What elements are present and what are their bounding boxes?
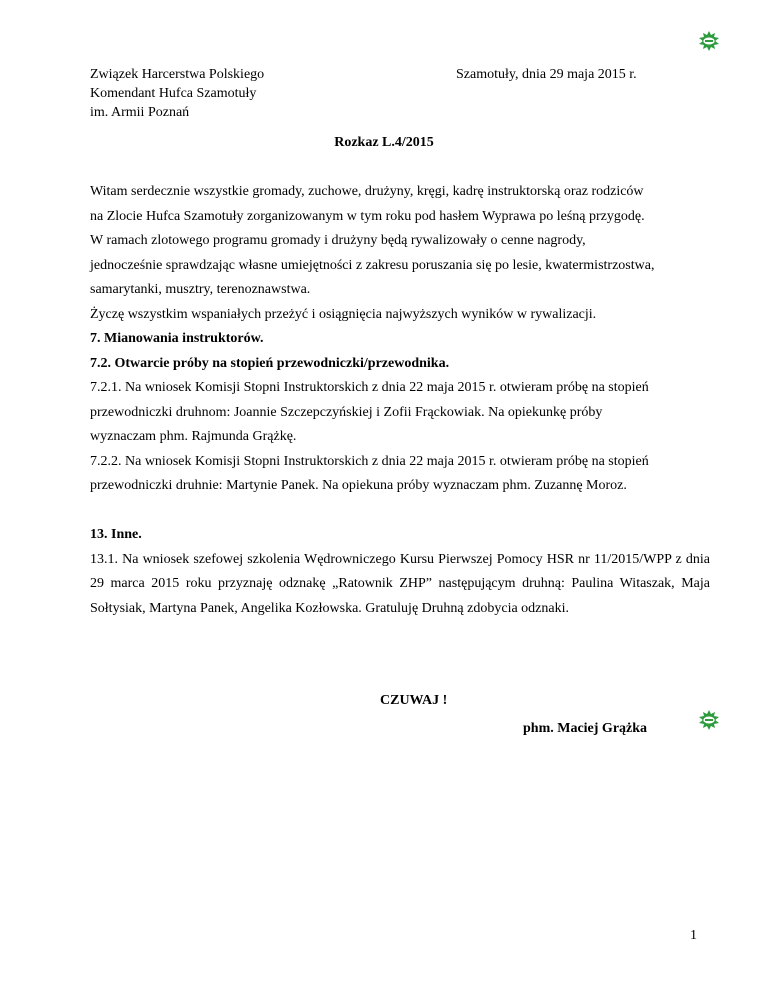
intro-line: na Zlocie Hufca Szamotuły zorganizowanym w tym roku pod hasłem Wyprawa po leśną przygodę. <box>90 208 645 224</box>
signature: phm. Maciej Grążka <box>523 721 648 736</box>
page-number: 1 <box>690 928 697 943</box>
intro-line: samarytanki, musztry, terenoznawstwa. <box>90 282 311 297</box>
place-date: Szamotuły, dnia 29 maja 2015 r. <box>456 67 637 82</box>
document-body <box>90 180 710 621</box>
document-title: Rozkaz L.4/2015 <box>334 135 434 150</box>
item-7-2-1-line: przewodniczki druhnom: Joannie Szczepczyńskiej i Zofii Frąckowiak. Na opiekunkę próby <box>90 404 603 420</box>
intro-line: Życzę wszystkim wspaniałych przeżyć i osiągnięcia najwyższych wyników w rywalizacji. <box>90 306 597 322</box>
zhp-logo-top <box>698 30 720 52</box>
commander-title: Komendant Hufca Szamotuły <box>90 86 257 101</box>
zhp-logo-signature <box>698 709 720 731</box>
org-name: Związek Harcerstwa Polskiego <box>90 67 265 82</box>
section-13-heading: 13. Inne. <box>90 527 142 542</box>
item-7-2-2-line: przewodniczki druhnie: Martynie Panek. Na opiekuna próby wyznaczam phm. Zuzannę Moroz. <box>90 478 627 493</box>
zhp-emblem-icon <box>698 30 720 52</box>
intro-line: W ramach zlotowego programu gromady i drużyny będą rywalizowały o cenne nagrody, <box>90 233 586 248</box>
org-patron: im. Armii Poznań <box>90 105 190 120</box>
spacer <box>90 499 710 524</box>
section-7-heading: 7. Mianowania instruktorów. <box>90 331 264 346</box>
zhp-emblem-icon <box>698 709 720 731</box>
intro-line: jednocześnie sprawdzając własne umiejętności z zakresu poruszania się po lesie, kwatermistrzostwa, <box>90 257 655 273</box>
item-7-2-1-line: wyznaczam phm. Rajmunda Grążkę. <box>90 429 297 444</box>
section-7-2-heading: 7.2. Otwarcie próby na stopień przewodniczki/przewodnika. <box>90 355 450 371</box>
item-7-2-1-line: 7.2.1. Na wniosek Komisji Stopni Instruktorskich z dnia 22 maja 2015 r. otwieram próbę na stopień <box>90 380 649 395</box>
closing-salutation: CZUWAJ ! <box>380 693 448 708</box>
intro-line: Witam serdecznie wszystkie gromady, zuchowe, drużyny, kręgi, kadrę instruktorską oraz rodziców <box>90 184 644 199</box>
item-13-1: 13.1. Na wniosek szefowej szkolenia Wędrowniczego Kursu Pierwszej Pomocy HSR nr 11/2015/WPP z dnia 29 marca 2015 roku przyznaję odznakę „Ratownik ZHP” następującym druhną: Paulina Witaszak, Maja Sołtysiak, Martyna Panek, Angelika Kozłowska. Gratuluję Druhną zdobycia odznaki. <box>90 551 710 616</box>
item-7-2-2-line: 7.2.2. Na wniosek Komisji Stopni Instruktorskich z dnia 22 maja 2015 r. otwieram próbę na stopień <box>90 453 649 469</box>
